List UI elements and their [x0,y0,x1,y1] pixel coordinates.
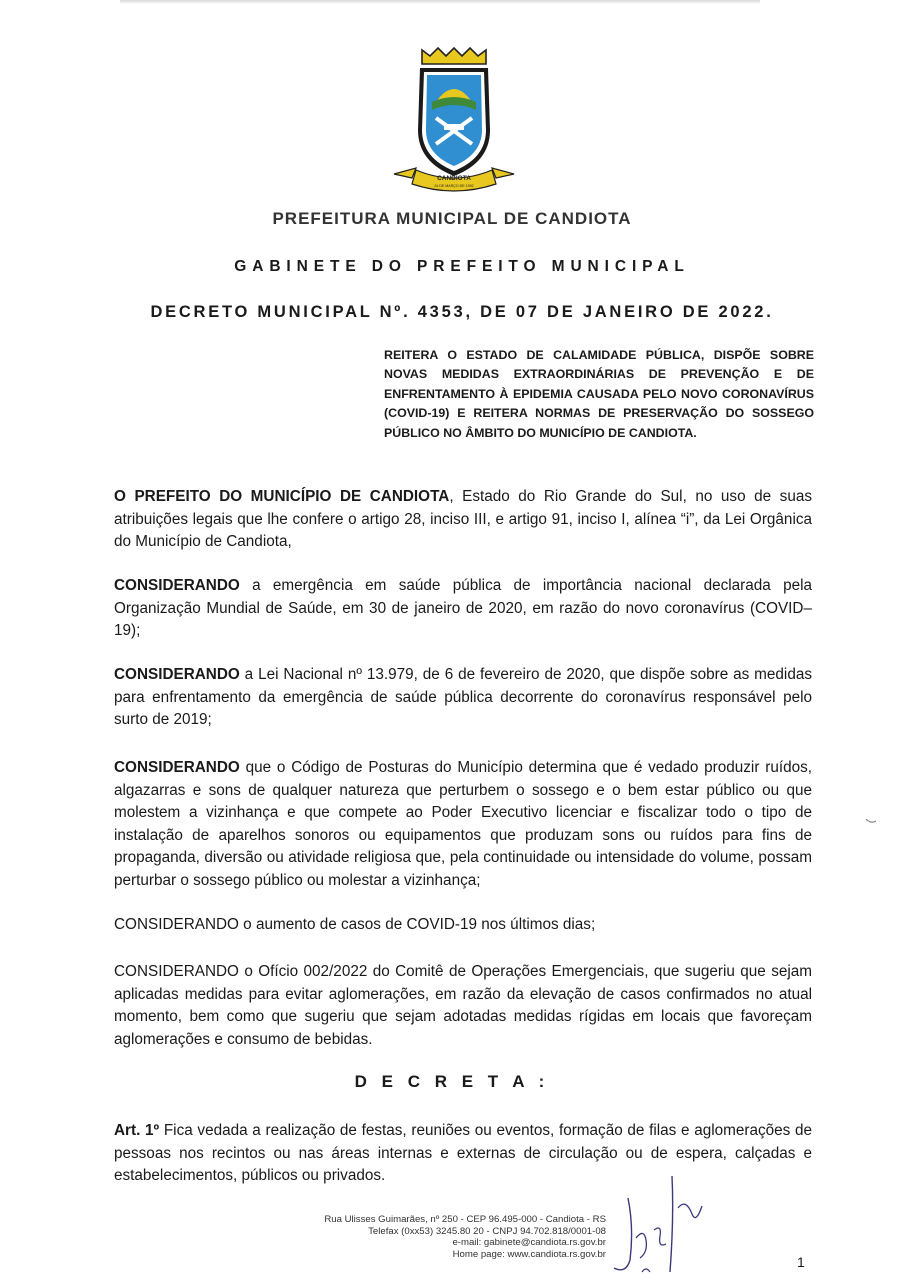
decreta-heading: D E C R E T A : [354,1072,550,1091]
office-heading: GABINETE DO PREFEITO MUNICIPAL [234,258,690,275]
considerando-text: a Lei Nacional nº 13.979, de 6 de fevereiro de 2020, que dispõe sobre as medidas para enfrentamento da emergência de saúde pública decorrente do coronavírus responsável pelo surto de 2019; [114,666,812,729]
considerando-text: que o Código de Posturas do Município determina que é vedado produzir ruídos, algazarras e sons de qualquer natureza que perturbem o sossego e o bem estar público ou que molestem a vizinhança e que compete ao Poder Executivo licenciar e fiscalizar todo o tipo de instalação de aparelhos sonoros ou equipamentos que produzam sons ou ruídos para fins de propaganda, diversão ou atividade religiosa que, pela continuidade ou intensidade do volume, possam perturbar o sossego público ou molestar a vizinhança; [114,759,812,889]
considerando-paragraph [114,914,812,937]
footer-homepage: Home page: www.candiota.rs.gov.br [452,1248,606,1260]
considerando-lead: CONSIDERANDO [114,916,239,933]
considerando-text: a emergência em saúde pública de importância nacional declarada pela Organização Mundial de Saúde, em 30 de janeiro de 2020, em razão do novo coronavírus (COVID–19); [114,577,812,640]
municipal-crest-icon [386,46,522,194]
considerando-lead: CONSIDERANDO [114,666,240,683]
decree-title: DECRETO MUNICIPAL Nº. 4353, DE 07 DE JANEIRO DE 2022. [150,303,774,321]
considerando-paragraph [114,961,812,1051]
municipality-heading: PREFEITURA MUNICIPAL DE CANDIOTA [272,209,632,228]
preamble-text: , Estado do Rio Grande do Sul, no uso de suas atribuições legais que lhe confere o artigo 28, inciso III, e artigo 91, inciso I, alínea “i”, da Lei Orgânica do Município de Candiota, [114,488,812,551]
article-1-lead: Art. 1º [114,1122,160,1139]
considerando-paragraph [114,664,812,732]
scan-speck-icon [866,818,876,824]
crest-ribbon-text: CANDIOTA [437,175,471,182]
preamble-lead: O PREFEITO DO MUNICÍPIO DE CANDIOTA [114,488,450,505]
considerando-text: o aumento de casos de COVID-19 nos últimos dias; [238,916,596,933]
considerando-lead: CONSIDERANDO [114,577,240,594]
footer-phone: Telefax (0xx53) 3245.80 20 - CNPJ 94.702.818/0001-08 [368,1225,606,1237]
letterhead-footer [280,1214,606,1260]
preamble-paragraph [114,486,812,554]
page-number: 1 [797,1254,805,1270]
considerando-text: o Ofício 002/2022 do Comitê de Operações Emergenciais, que sugeriu que sejam aplicadas medidas para evitar aglomerações, em razão da elevação de casos confirmados no atual momento, bem como que sugeriu que sejam adotadas medidas rígidas em locais que favoreçam aglomerações e consumo de bebidas. [114,963,812,1048]
decree-summary: REITERA O ESTADO DE CALAMIDADE PÚBLICA, DISPÕE SOBRE NOVAS MEDIDAS EXTRAORDINÁRIAS DE PREVENÇÃO E DE ENFRENTAMENTO À EPIDEMIA CAUSADA PELO NOVO CORONAVÍRUS (COVID-19) E REITERA NORMAS DE PRESERVAÇÃO DO SOSSEGO PÚBLICO NO ÂMBITO DO MUNICÍPIO DE CANDIOTA. [384,348,814,440]
considerando-lead: CONSIDERANDO [114,963,239,980]
considerando-paragraph [114,757,812,893]
considerando-lead: CONSIDERANDO [114,759,240,776]
handwritten-signature-icon [606,1168,716,1280]
considerando-paragraph [114,575,812,643]
crest-ribbon-subtext: 24 DE MARÇO DE 1992 [434,184,474,188]
footer-address: Rua Ulisses Guimarães, nº 250 - CEP 96.495-000 - Candiota - RS [324,1214,606,1225]
footer-email: e-mail: gabinete@candiota.rs.gov.br [452,1237,606,1248]
scan-edge-shadow [120,0,760,4]
article-1-text: Fica vedada a realização de festas, reuniões ou eventos, formação de filas e aglomerações de pessoas nos recintos ou nas áreas internas e externas de circulação ou de espera, calçadas e estabelecimentos, públicos ou privados. [114,1122,812,1185]
